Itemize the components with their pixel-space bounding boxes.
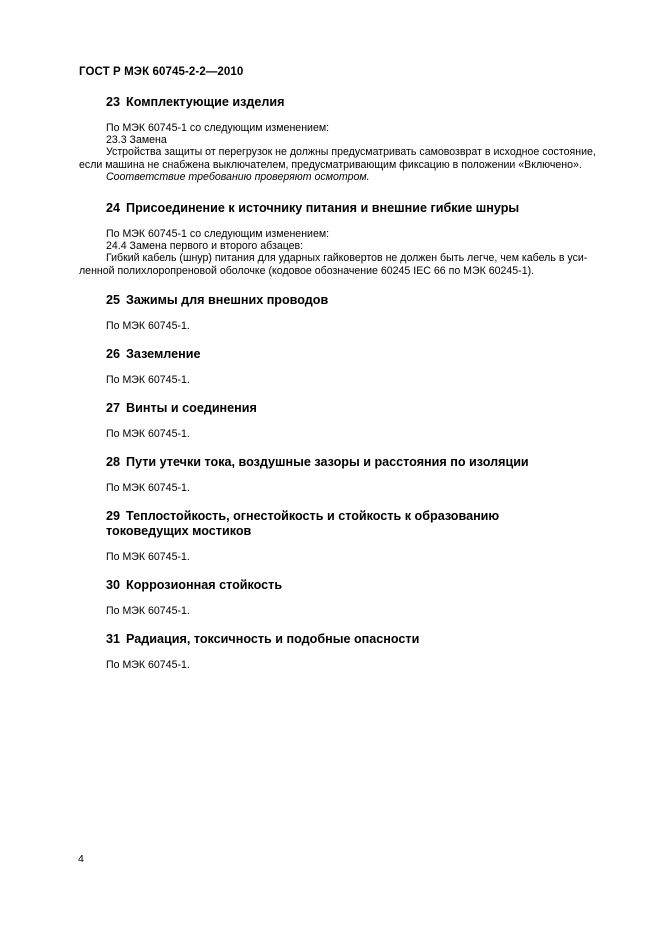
page-number: 4 bbox=[78, 853, 84, 865]
section-29 bbox=[79, 509, 599, 563]
section-heading: 28 Пути утечки тока, воздушные зазоры и расстояния по изоляции bbox=[106, 455, 529, 469]
section-heading: 31 Радиация, токсичность и подобные опасности bbox=[106, 632, 420, 646]
section-heading: 27 Винты и соединения bbox=[106, 401, 257, 415]
section-body: По МЭК 60745-1. bbox=[106, 374, 190, 386]
section-30 bbox=[79, 578, 599, 617]
section-heading: 26 Заземление bbox=[106, 347, 201, 361]
section-23 bbox=[79, 95, 599, 183]
section-heading: 24 Присоединение к источнику питания и внешние гибкие шнуры bbox=[106, 201, 520, 215]
section-25 bbox=[79, 293, 599, 332]
section-body: По МЭК 60745-1 со следующим изменением: 23.3 Замена Устройства защиты от перегрузок не должны предусматривать самовозврат в исходное состояние, если машина не снабжена выключателем, предусматривающим фиксацию в положении «Включено». Соответствие требованию проверяют осмотром. bbox=[79, 122, 596, 183]
section-body: По МЭК 60745-1. bbox=[106, 320, 190, 332]
section-24 bbox=[79, 201, 599, 277]
section-body: По МЭК 60745-1. bbox=[106, 659, 190, 671]
document-header: ГОСТ Р МЭК 60745-2-2—2010 bbox=[79, 66, 244, 78]
section-27 bbox=[79, 401, 599, 440]
section-heading: 29 Теплостойкость, огнестойкость и стойкость к образованию токоведущих мостиков bbox=[106, 509, 500, 538]
section-body: По МЭК 60745-1 со следующим изменением: 24.4 Замена первого и второго абзацев: Гибкий кабель (шнур) питания для ударных гайковертов не должен быть легче, чем кабель в уси- ленной полихлоропреновой оболочке (кодовое обозначение 60245 IEC 66 по МЭК 60245-1). bbox=[79, 228, 588, 277]
section-body: По МЭК 60745-1. bbox=[106, 428, 190, 440]
section-body: По МЭК 60745-1. bbox=[106, 605, 190, 617]
section-28 bbox=[79, 455, 599, 494]
section-31 bbox=[79, 632, 599, 671]
section-26 bbox=[79, 347, 599, 386]
section-heading: 30 Коррозионная стойкость bbox=[106, 578, 283, 592]
section-body: По МЭК 60745-1. bbox=[106, 482, 190, 494]
section-heading: 25 Зажимы для внешних проводов bbox=[106, 293, 329, 307]
section-heading: 23 Комплектующие изделия bbox=[106, 95, 285, 109]
section-body: По МЭК 60745-1. bbox=[106, 551, 190, 563]
